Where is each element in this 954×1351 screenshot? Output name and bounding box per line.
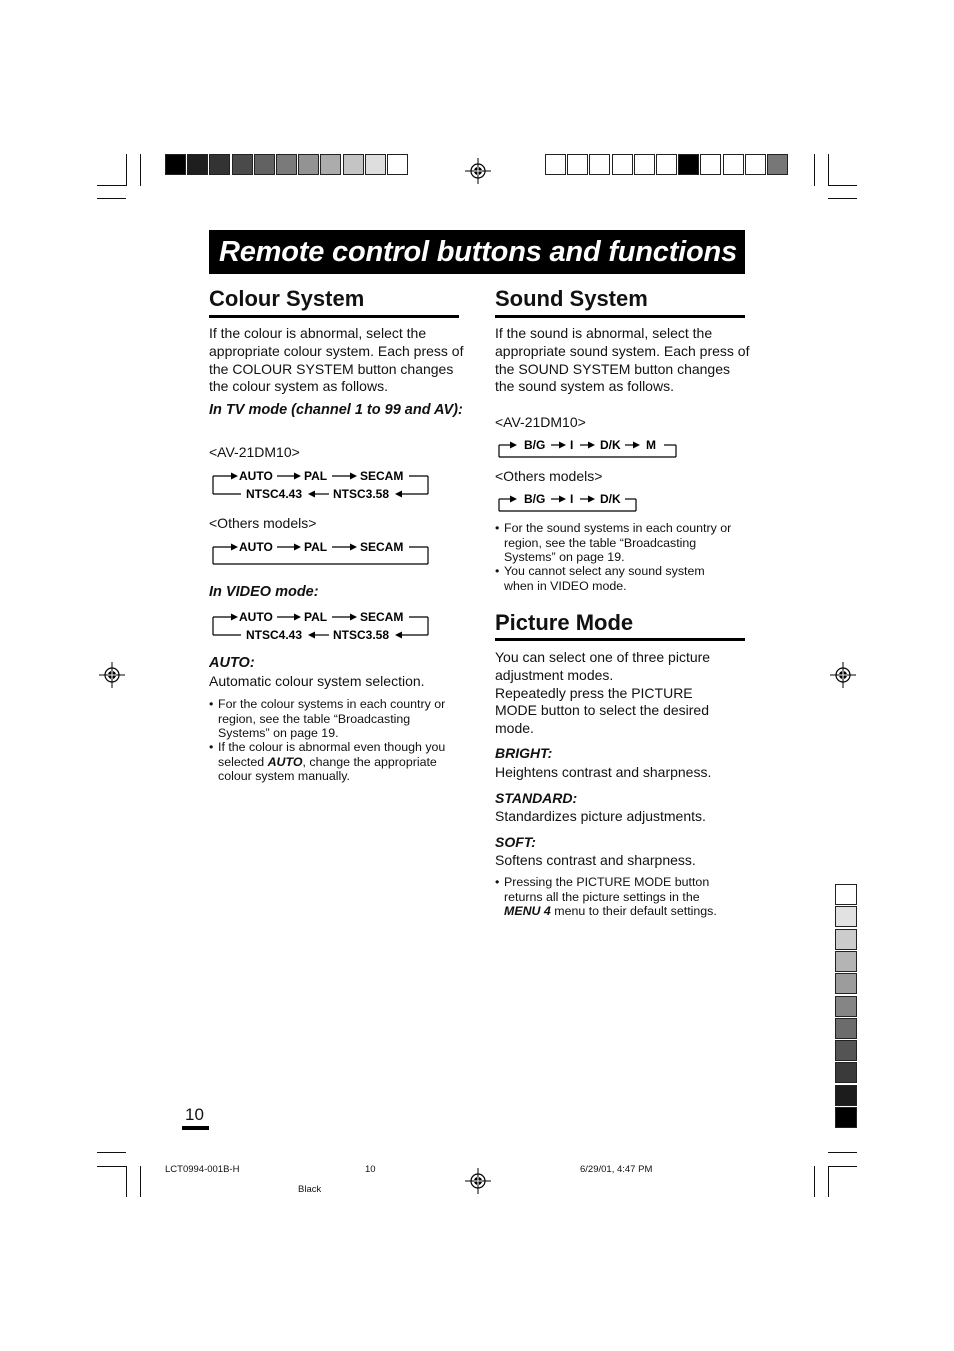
colour-swatch <box>343 154 364 175</box>
colour-swatch <box>656 154 677 175</box>
model-label-av21dm10: <AV-21DM10> <box>209 444 300 460</box>
colour-system-intro: If the colour is abnormal, select the appropriate colour system. Each press of the COLOUR SYSTEM button changes the colour system as follows. <box>209 325 464 395</box>
footer-plate: Black <box>298 1184 322 1195</box>
colour-ntsc443-label: NTSC4.43 <box>246 628 303 642</box>
sound-system-heading: Sound System <box>495 286 648 311</box>
registration-mark-icon <box>98 661 126 689</box>
colour-swatch <box>365 154 386 175</box>
colour-pal-label: PAL <box>304 540 328 554</box>
picture-mode-intro: You can select one of three picture adjustment modes. Repeatedly press the PICTURE MODE button to select the desired mode. <box>495 649 711 737</box>
colour-swatch <box>835 1062 857 1083</box>
colour-cycle-diagram-others <box>209 535 434 567</box>
sound-i-label: I <box>570 438 574 452</box>
colour-swatch <box>209 154 230 175</box>
footer-date: 6/29/01, 4:47 PM <box>580 1164 653 1175</box>
colour-pal-label: PAL <box>304 610 328 624</box>
picture-mode-heading: Picture Mode <box>495 610 634 635</box>
colour-swatch <box>767 154 788 175</box>
colour-swatch <box>700 154 721 175</box>
colour-swatch <box>745 154 766 175</box>
colour-swatch <box>298 154 319 175</box>
page-number-underline <box>182 1126 209 1130</box>
footer-page: 10 <box>365 1164 376 1175</box>
colour-swatch <box>612 154 633 175</box>
registration-mark-icon <box>464 157 492 185</box>
colour-auto-label: AUTO <box>239 540 273 554</box>
colour-swatch <box>835 884 857 905</box>
colour-swatch <box>835 1018 857 1039</box>
picture-mode-rule <box>495 638 745 641</box>
auto-heading: AUTO: <box>209 655 255 671</box>
bright-heading: BRIGHT: <box>495 745 553 761</box>
sound-dk-label: D/K <box>600 438 621 452</box>
colour-swatch <box>723 154 744 175</box>
colour-secam-label: SECAM <box>360 540 404 554</box>
colour-swatch <box>678 154 699 175</box>
colour-secam-label: SECAM <box>360 469 404 483</box>
colour-swatch <box>276 154 297 175</box>
soft-description: Softens contrast and sharpness. <box>495 852 696 868</box>
bright-description: Heightens contrast and sharpness. <box>495 764 712 780</box>
sound-system-rule <box>495 315 745 318</box>
sound-cycle-diagram-a <box>495 434 685 460</box>
model-label-others: <Others models> <box>209 515 317 531</box>
colour-swatch <box>835 951 857 972</box>
colour-swatch <box>835 1085 857 1106</box>
colour-swatch <box>835 906 857 927</box>
video-mode-heading: In VIDEO mode: <box>209 584 319 600</box>
colour-swatch <box>835 1040 857 1061</box>
sound-bg-label: B/G <box>524 492 546 506</box>
sound-cycle-diagram-b <box>495 488 645 514</box>
sound-dk-label: D/K <box>600 492 621 506</box>
page-title-bar <box>209 230 745 274</box>
colour-ntsc358-label: NTSC3.58 <box>333 628 390 642</box>
colour-swatch <box>634 154 655 175</box>
footer-code: LCT0994-001B-H <box>165 1164 240 1175</box>
colour-ntsc358-label: NTSC3.58 <box>333 487 390 501</box>
colour-swatch <box>835 996 857 1017</box>
colour-secam-label: SECAM <box>360 610 404 624</box>
colour-cycle-diagram-video <box>209 605 434 645</box>
standard-heading: STANDARD: <box>495 790 578 806</box>
colour-pal-label: PAL <box>304 469 328 483</box>
colour-swatch <box>835 929 857 950</box>
tv-mode-heading: In TV mode (channel 1 to 99 and AV): <box>209 402 463 418</box>
colour-swatch <box>835 973 857 994</box>
colour-swatch <box>254 154 275 175</box>
registration-mark-icon <box>829 661 857 689</box>
sound-model-label-av21dm10: <AV-21DM10> <box>495 414 586 430</box>
colour-system-heading: Colour System <box>209 286 365 311</box>
colour-swatch <box>387 154 408 175</box>
page-title: Remote control buttons and functions <box>219 236 738 268</box>
colour-ntsc443-label: NTSC4.43 <box>246 487 303 501</box>
colour-swatch <box>165 154 186 175</box>
sound-system-intro: If the sound is abnormal, select the appropriate sound system. Each press of the SOUND SYSTEM button changes the sound system as follows. <box>495 325 750 395</box>
standard-description: Standardizes picture adjustments. <box>495 808 706 824</box>
soft-heading: SOFT: <box>495 834 536 850</box>
colour-swatch <box>320 154 341 175</box>
colour-swatch <box>835 1107 857 1128</box>
page-number: 10 <box>185 1105 204 1124</box>
sound-i-label: I <box>570 492 574 506</box>
auto-description: Automatic colour system selection. <box>209 673 425 689</box>
colour-auto-label: AUTO <box>239 610 273 624</box>
sound-model-label-others: <Others models> <box>495 468 603 484</box>
sound-m-label: M <box>646 438 656 452</box>
colour-auto-label: AUTO <box>239 469 273 483</box>
colour-cycle-diagram-tv <box>209 464 434 504</box>
colour-swatch <box>187 154 208 175</box>
registration-mark-icon <box>464 1167 492 1195</box>
sound-bg-label: B/G <box>524 438 546 452</box>
colour-swatch <box>545 154 566 175</box>
colour-swatch <box>232 154 253 175</box>
colour-swatch <box>567 154 588 175</box>
colour-swatch <box>589 154 610 175</box>
colour-system-rule <box>209 315 459 318</box>
